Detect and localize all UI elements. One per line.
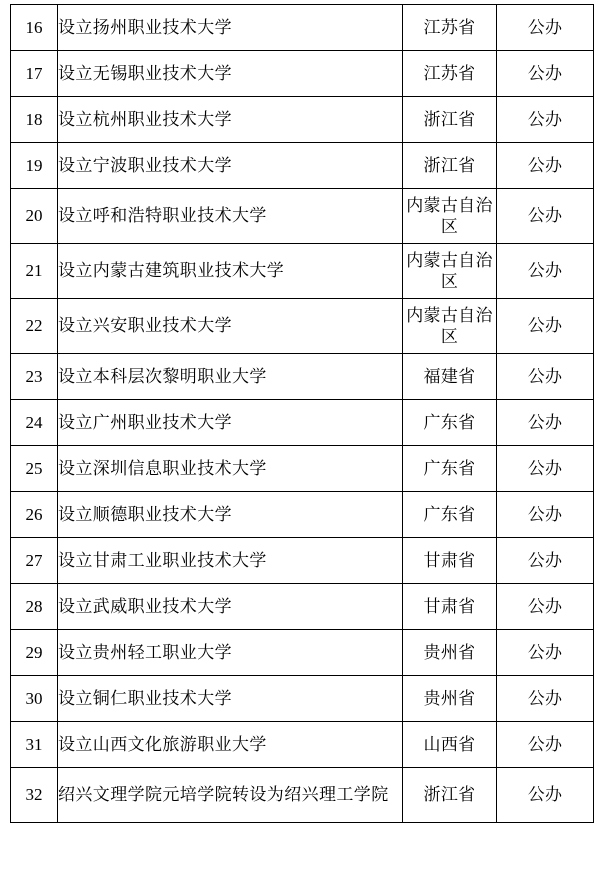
row-type: 公办: [497, 299, 594, 354]
row-type: 公办: [497, 400, 594, 446]
row-number: 17: [11, 51, 58, 97]
table-row: [11, 299, 594, 354]
row-type: 公办: [497, 768, 594, 823]
row-item: 设立呼和浩特职业技术大学: [58, 189, 403, 244]
row-type: 公办: [497, 143, 594, 189]
row-type: 公办: [497, 5, 594, 51]
row-item: 设立兴安职业技术大学: [58, 299, 403, 354]
row-province: 内蒙古自治区: [403, 244, 497, 299]
row-province: 内蒙古自治区: [403, 189, 497, 244]
row-province: 内蒙古自治区: [403, 299, 497, 354]
table-row: [11, 97, 594, 143]
row-type: 公办: [497, 189, 594, 244]
row-number: 31: [11, 722, 58, 768]
row-number: 29: [11, 630, 58, 676]
row-province: 福建省: [403, 354, 497, 400]
row-number: 16: [11, 5, 58, 51]
row-number: 20: [11, 189, 58, 244]
table-row: [11, 143, 594, 189]
row-item: 设立内蒙古建筑职业技术大学: [58, 244, 403, 299]
row-province: 浙江省: [403, 768, 497, 823]
row-type: 公办: [497, 584, 594, 630]
row-item: 设立贵州轻工职业大学: [58, 630, 403, 676]
table-row: [11, 189, 594, 244]
row-number: 30: [11, 676, 58, 722]
row-province: 浙江省: [403, 97, 497, 143]
row-item: 设立本科层次黎明职业大学: [58, 354, 403, 400]
row-number: 24: [11, 400, 58, 446]
row-province: 江苏省: [403, 5, 497, 51]
row-type: 公办: [497, 676, 594, 722]
table-row: [11, 676, 594, 722]
row-number: 23: [11, 354, 58, 400]
row-item: 设立山西文化旅游职业大学: [58, 722, 403, 768]
row-number: 28: [11, 584, 58, 630]
row-province: 甘肃省: [403, 538, 497, 584]
row-item: 设立顺德职业技术大学: [58, 492, 403, 538]
row-number: 25: [11, 446, 58, 492]
row-type: 公办: [497, 492, 594, 538]
row-province: 浙江省: [403, 143, 497, 189]
row-type: 公办: [497, 244, 594, 299]
row-type: 公办: [497, 354, 594, 400]
row-item: 设立广州职业技术大学: [58, 400, 403, 446]
row-item: 设立宁波职业技术大学: [58, 143, 403, 189]
row-type: 公办: [497, 51, 594, 97]
row-province: 甘肃省: [403, 584, 497, 630]
row-number: 26: [11, 492, 58, 538]
row-item: 设立武威职业技术大学: [58, 584, 403, 630]
table-row: [11, 630, 594, 676]
table-row: [11, 722, 594, 768]
row-province: 广东省: [403, 446, 497, 492]
row-province: 山西省: [403, 722, 497, 768]
row-number: 22: [11, 299, 58, 354]
table-row: [11, 354, 594, 400]
table-row: [11, 584, 594, 630]
row-type: 公办: [497, 538, 594, 584]
approval-table: [10, 4, 594, 823]
row-item: 设立甘肃工业职业技术大学: [58, 538, 403, 584]
row-type: 公办: [497, 97, 594, 143]
row-number: 19: [11, 143, 58, 189]
table-row: [11, 446, 594, 492]
row-number: 32: [11, 768, 58, 823]
table-row: [11, 768, 594, 823]
row-item: 设立杭州职业技术大学: [58, 97, 403, 143]
row-item: 设立无锡职业技术大学: [58, 51, 403, 97]
table-row: [11, 244, 594, 299]
row-item: 绍兴文理学院元培学院转设为绍兴理工学院: [58, 768, 403, 823]
row-number: 21: [11, 244, 58, 299]
table-row: [11, 51, 594, 97]
row-province: 广东省: [403, 492, 497, 538]
row-type: 公办: [497, 630, 594, 676]
table-row: [11, 492, 594, 538]
row-province: 江苏省: [403, 51, 497, 97]
row-type: 公办: [497, 446, 594, 492]
row-item: 设立深圳信息职业技术大学: [58, 446, 403, 492]
row-province: 贵州省: [403, 676, 497, 722]
row-type: 公办: [497, 722, 594, 768]
row-province: 贵州省: [403, 630, 497, 676]
row-province: 广东省: [403, 400, 497, 446]
table-row: [11, 400, 594, 446]
table-body: [11, 5, 594, 823]
row-number: 27: [11, 538, 58, 584]
row-number: 18: [11, 97, 58, 143]
table-row: [11, 538, 594, 584]
table-row: [11, 5, 594, 51]
row-item: 设立铜仁职业技术大学: [58, 676, 403, 722]
row-item: 设立扬州职业技术大学: [58, 5, 403, 51]
